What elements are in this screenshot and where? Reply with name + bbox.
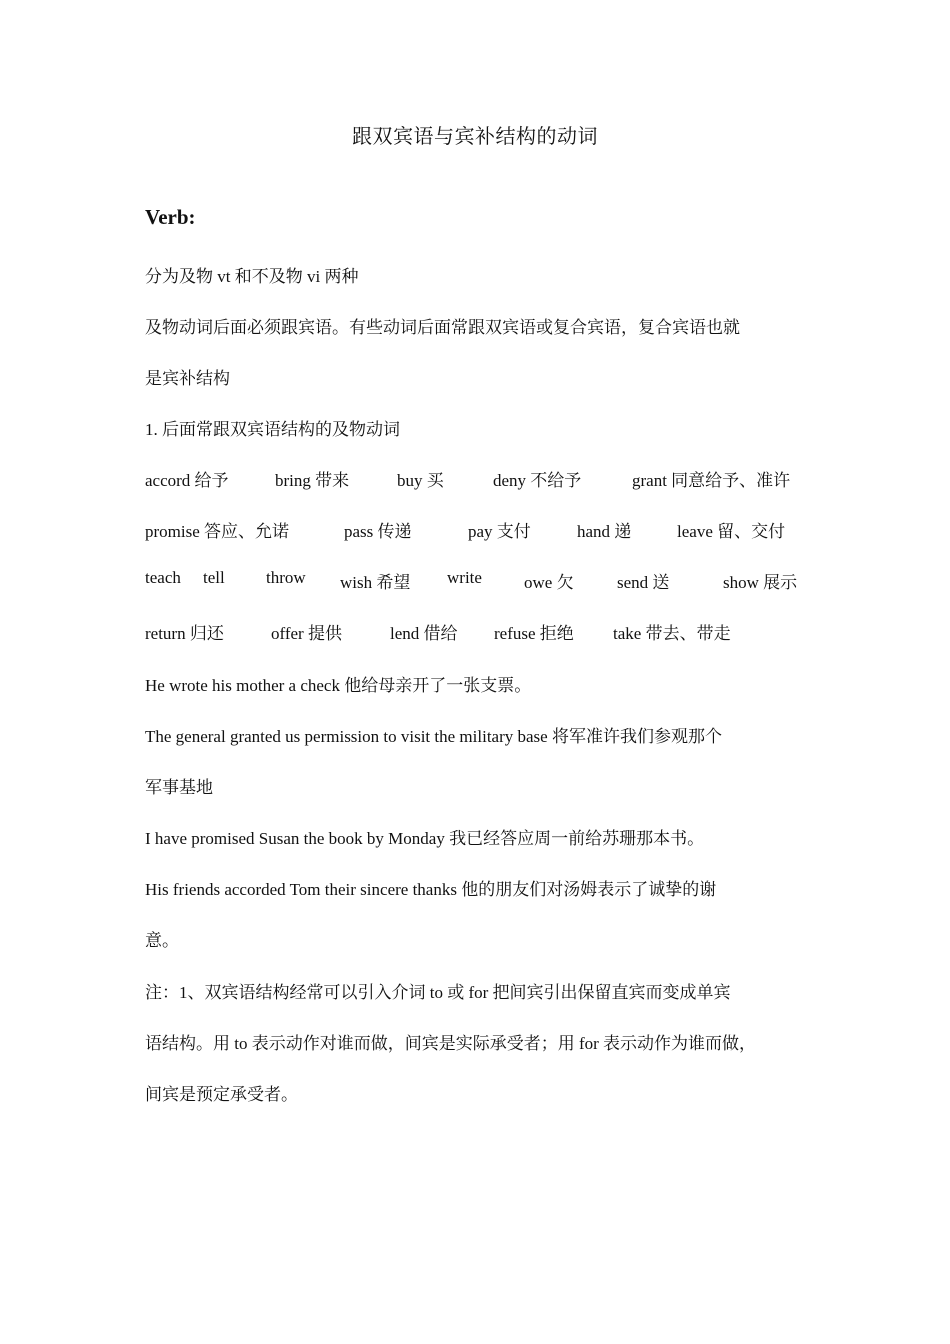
verb-item: hand 递 bbox=[577, 522, 632, 541]
verb-item: tell bbox=[203, 568, 225, 587]
verb-item: write bbox=[447, 568, 482, 587]
page-title: 跟双宾语与宾补结构的动词 bbox=[352, 126, 598, 148]
list-heading-1: 1. 后面常跟双宾语结构的及物动词 bbox=[145, 420, 400, 439]
verb-item: return 归还 bbox=[145, 624, 224, 643]
verb-item: owe 欠 bbox=[524, 573, 574, 592]
verb-item: bring 带来 bbox=[275, 471, 350, 490]
verb-item: teach bbox=[145, 568, 181, 587]
verb-item: send 送 bbox=[617, 573, 670, 592]
verb-item: refuse 拒绝 bbox=[494, 624, 574, 643]
verb-item: leave 留、交付 bbox=[677, 522, 786, 541]
verb-item: accord 给予 bbox=[145, 471, 229, 490]
verb-item: grant 同意给予、准许 bbox=[632, 471, 791, 490]
verb-item: wish 希望 bbox=[340, 573, 411, 592]
verb-item: throw bbox=[266, 568, 306, 587]
verb-item: pass 传递 bbox=[344, 522, 412, 541]
intro-line-3: 是宾补结构 bbox=[145, 369, 230, 388]
example-3: I have promised Susan the book by Monday 我已经答应周一前给苏珊那本书。 bbox=[145, 829, 705, 848]
example-4: His friends accorded Tom their sincere thanks 他的朋友们对汤姆表示了诚挚的谢 bbox=[145, 880, 717, 899]
verb-item: take 带去、带走 bbox=[613, 624, 731, 643]
example-2: The general granted us permission to visit the military base 将军准许我们参观那个 bbox=[145, 727, 722, 746]
example-2-cont: 军事基地 bbox=[145, 778, 213, 797]
verb-item: buy 买 bbox=[397, 471, 444, 490]
section-heading: Verb: bbox=[145, 205, 196, 229]
note-line-1: 注：1、双宾语结构经常可以引入介词 to 或 for 把间宾引出保留直宾而变成单宾 bbox=[145, 983, 731, 1002]
note-line-3: 间宾是预定承受者。 bbox=[145, 1085, 298, 1104]
verb-item: show 展示 bbox=[723, 573, 798, 592]
note-line-2: 语结构。用 to 表示动作对谁而做，间宾是实际承受者；用 for 表示动作为谁而做， bbox=[145, 1034, 757, 1053]
verb-item: offer 提供 bbox=[271, 624, 342, 643]
verb-item: deny 不给予 bbox=[493, 471, 582, 490]
verb-item: pay 支付 bbox=[468, 522, 531, 541]
verb-item: promise 答应、允诺 bbox=[145, 522, 290, 541]
example-1: He wrote his mother a check 他给母亲开了一张支票。 bbox=[145, 676, 532, 695]
example-4-cont: 意。 bbox=[145, 931, 179, 950]
intro-line-1: 分为及物 vt 和不及物 vi 两种 bbox=[145, 267, 359, 286]
intro-line-2: 及物动词后面必须跟宾语。有些动词后面常跟双宾语或复合宾语，复合宾语也就 bbox=[145, 318, 740, 337]
verb-item: lend 借给 bbox=[390, 624, 458, 643]
